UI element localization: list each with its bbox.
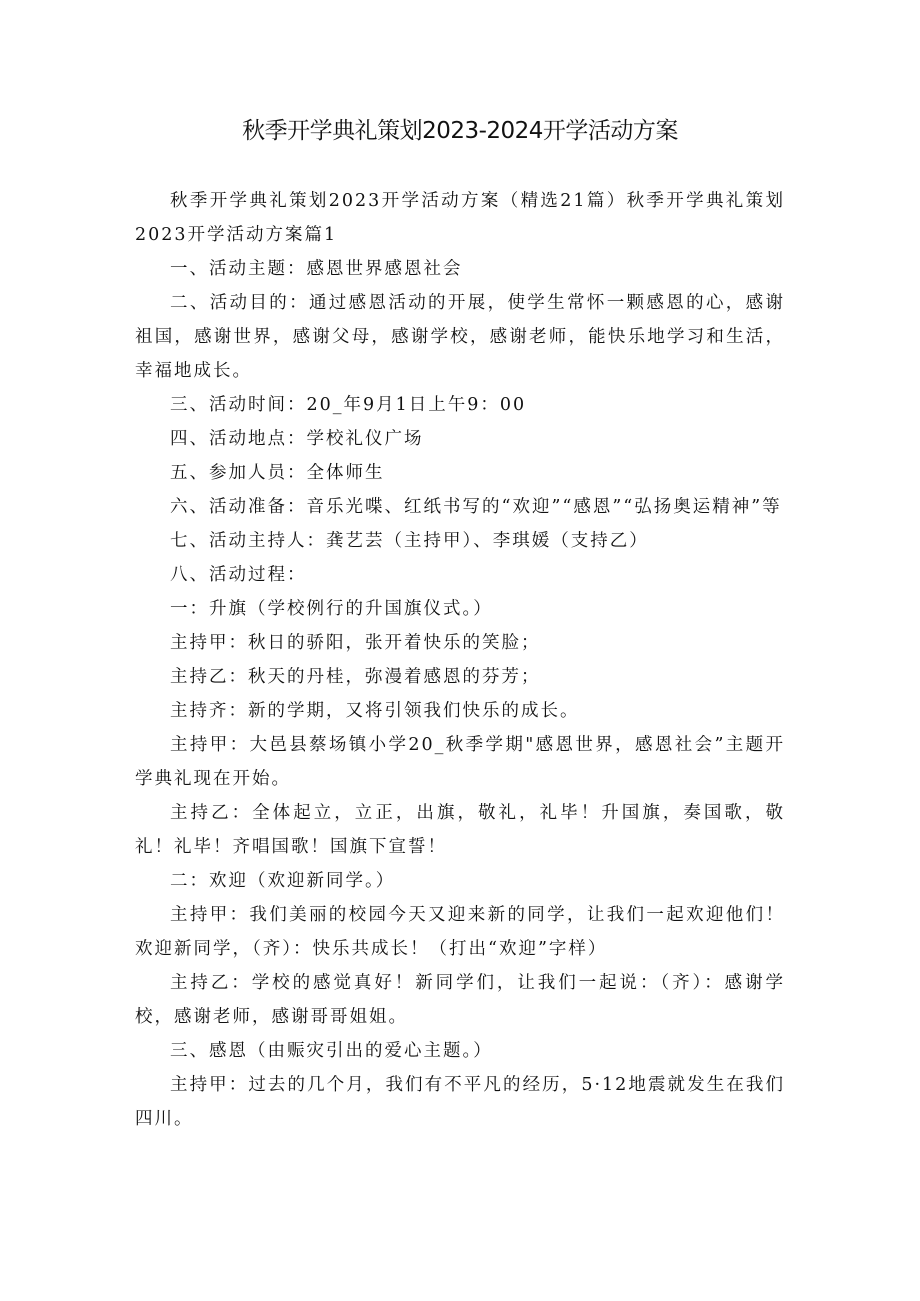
document-title: 秋季开学典礼策划2023-2024开学活动方案 bbox=[242, 118, 678, 144]
paragraph-welcome-heading: 二：欢迎（欢迎新同学。） bbox=[170, 871, 396, 891]
paragraph-host-b-2: 主持乙：全体起立，立正，出旗，敬礼，礼毕！升国旗，奏国歌，敬礼！礼毕！齐唱国歌！国旗下宣誓！ bbox=[135, 803, 785, 857]
paragraph-purpose: 二、活动目的：通过感恩活动的开展，使学生常怀一颗感恩的心，感谢祖国，感谢世界，感谢父母，感谢学校，感谢老师，能快乐地学习和生活，幸福地成长。 bbox=[135, 293, 785, 381]
paragraph-host-a-4: 主持甲：过去的几个月，我们有不平凡的经历，5·12地震就发生在我们四川。 bbox=[135, 1075, 785, 1129]
paragraph-host-b-3: 主持乙：学校的感觉真好！新同学们，让我们一起说：（齐）：感谢学校，感谢老师，感谢哥哥姐姐。 bbox=[135, 973, 785, 1027]
paragraph-intro: 秋季开学典礼策划2023开学活动方案（精选21篇）秋季开学典礼策划2023开学活动方案篇1 bbox=[135, 191, 785, 245]
paragraph-gratitude-heading: 三、感恩（由赈灾引出的爱心主题。） bbox=[170, 1041, 493, 1061]
paragraph-host-b-1: 主持乙：秋天的丹桂，弥漫着感恩的芬芳； bbox=[170, 667, 541, 687]
paragraph-theme: 一、活动主题：感恩世界感恩社会 bbox=[170, 259, 463, 279]
paragraph-host-a-2: 主持甲：大邑县蔡场镇小学20_秋季学期"感恩世界，感恩社会”主题开学典礼现在开始。 bbox=[135, 735, 785, 789]
paragraph-preparation: 六、活动准备：音乐光喋、红纸书写的“欢迎”“感恩”“弘扬奥运精神”等 bbox=[170, 497, 782, 517]
paragraph-participants: 五、参加人员：全体师生 bbox=[170, 463, 385, 483]
paragraph-host-a-1: 主持甲：秋日的骄阳，张开着快乐的笑脸； bbox=[170, 633, 541, 653]
document-body bbox=[135, 184, 785, 1136]
paragraph-location: 四、活动地点：学校礼仪广场 bbox=[170, 429, 424, 449]
paragraph-hosts: 七、活动主持人：龚艺芸（主持甲）、李琪媛（支持乙） bbox=[170, 531, 649, 551]
paragraph-flag-raising: 一：升旗（学校例行的升国旗仪式。） bbox=[170, 599, 493, 619]
paragraph-process-heading: 八、活动过程： bbox=[170, 565, 307, 585]
paragraph-time: 三、活动时间：20_年9月1日上午9：00 bbox=[170, 395, 527, 415]
paragraph-hosts-together: 主持齐：新的学期，又将引领我们快乐的成长。 bbox=[170, 701, 580, 721]
paragraph-host-a-3: 主持甲：我们美丽的校园今天又迎来新的同学，让我们一起欢迎他们！欢迎新同学，（齐）：快乐共成长！（打出“欢迎”字样） bbox=[135, 905, 785, 959]
